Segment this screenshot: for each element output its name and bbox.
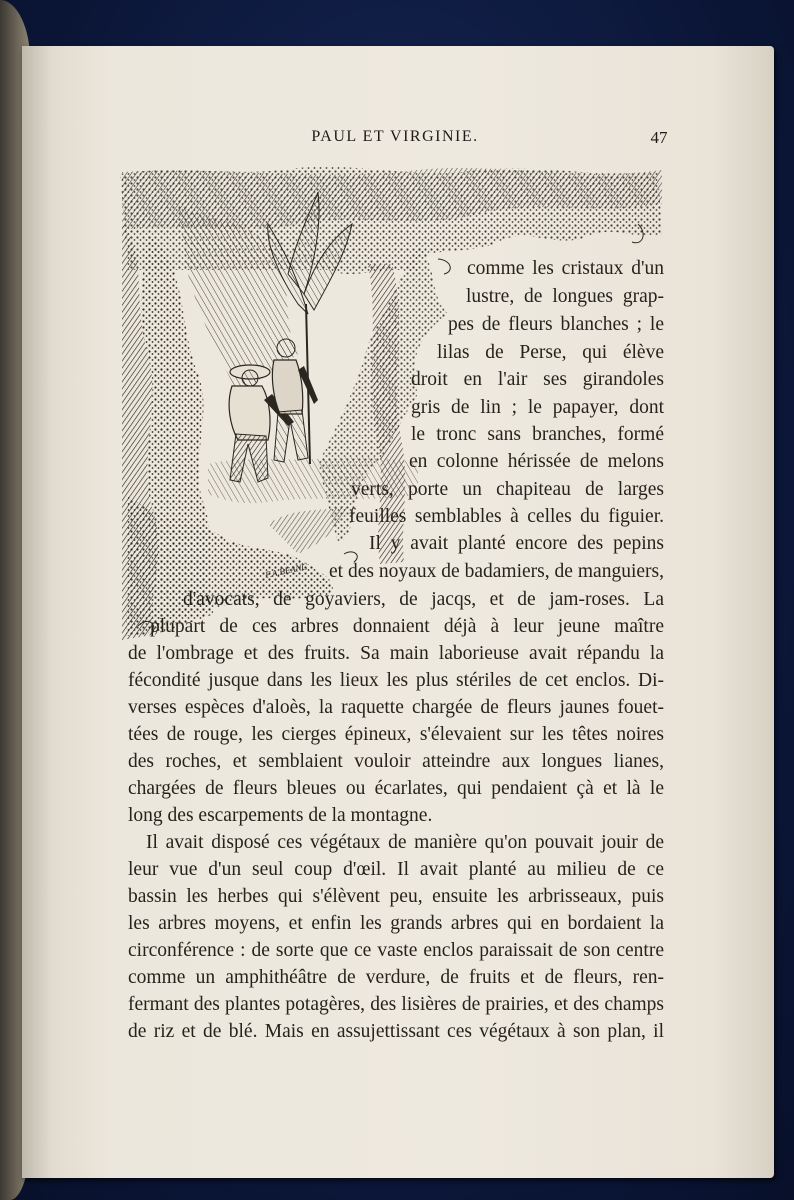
text-line: verts, porte un chapiteau de larges — [351, 479, 664, 500]
text-line: droit en l'air ses girandoles — [411, 369, 664, 390]
running-head — [22, 128, 774, 154]
text-line: leur vue d'un seul coup d'œil. Il avait planté au milieu de ce — [128, 859, 664, 880]
text-line: feuilles semblables à celles du figuier. — [349, 506, 664, 527]
text-line-paragraph-start: Il avait disposé ces végétaux de manière qu'on pouvait jouir de — [146, 832, 664, 853]
page-number: 47 — [650, 128, 668, 147]
text-line: en colonne hérissée de melons — [409, 451, 664, 472]
text-line: gris de lin ; le papayer, dont — [411, 397, 664, 418]
text-line: verses espèces d'aloès, la raquette chargée de fleurs jaunes fouet- — [128, 697, 664, 718]
text-line: lustre, de longues grap- — [466, 286, 664, 307]
text-line: des roches, et semblaient vouloir atteindre aux longues lianes, — [128, 751, 664, 772]
text-line: circonférence : de sorte que ce vaste enclos paraissait de son centre — [128, 940, 664, 961]
text-line: long des escarpements de la montagne. — [128, 805, 433, 826]
text-line: d'avocats, de goyaviers, de jacqs, et de jam-roses. La — [183, 589, 664, 610]
text-line: de riz et de blé. Mais en assujettissant ces végétaux à son plan, il — [128, 1021, 664, 1042]
illustration-signature: F.A.BEANC — [264, 561, 309, 580]
running-title: PAUL ET VIRGINIE. — [311, 128, 479, 145]
text-line: comme un amphithéâtre de verdure, de fruits et de fleurs, ren- — [128, 967, 664, 988]
text-line: plupart de ces arbres donnaient déjà à leur jeune maître — [150, 616, 664, 637]
text-line: de l'ombrage et des fruits. Sa main laborieuse avait répandu la — [128, 643, 664, 664]
text-line: fécondité jusque dans les lieux les plus stériles de cet enclos. Di- — [128, 670, 664, 691]
text-line: lilas de Perse, qui élève — [437, 342, 664, 363]
text-line: pes de fleurs blanches ; le — [448, 314, 664, 335]
text-line: chargées de fleurs bleues ou écarlates, qui pendaient çà et là le — [128, 778, 664, 799]
text-line: tées de rouge, les cierges épineux, s'élevaient sur les têtes noires — [128, 724, 664, 745]
text-line: bassin les herbes qui s'élèvent peu, ensuite les arbrisseaux, puis — [128, 886, 664, 907]
text-line: comme les cristaux d'un — [467, 258, 664, 279]
text-line: le tronc sans branches, formé — [411, 424, 664, 445]
text-line: Il y avait planté encore des pepins — [369, 533, 664, 554]
text-line: fermant des plantes potagères, des lisières de prairies, et des champs — [128, 994, 664, 1015]
text-line: et des noyaux de badamiers, de manguiers, — [329, 561, 664, 582]
text-line: les arbres moyens, et enfin les grands arbres qui en bordaient la — [128, 913, 664, 934]
